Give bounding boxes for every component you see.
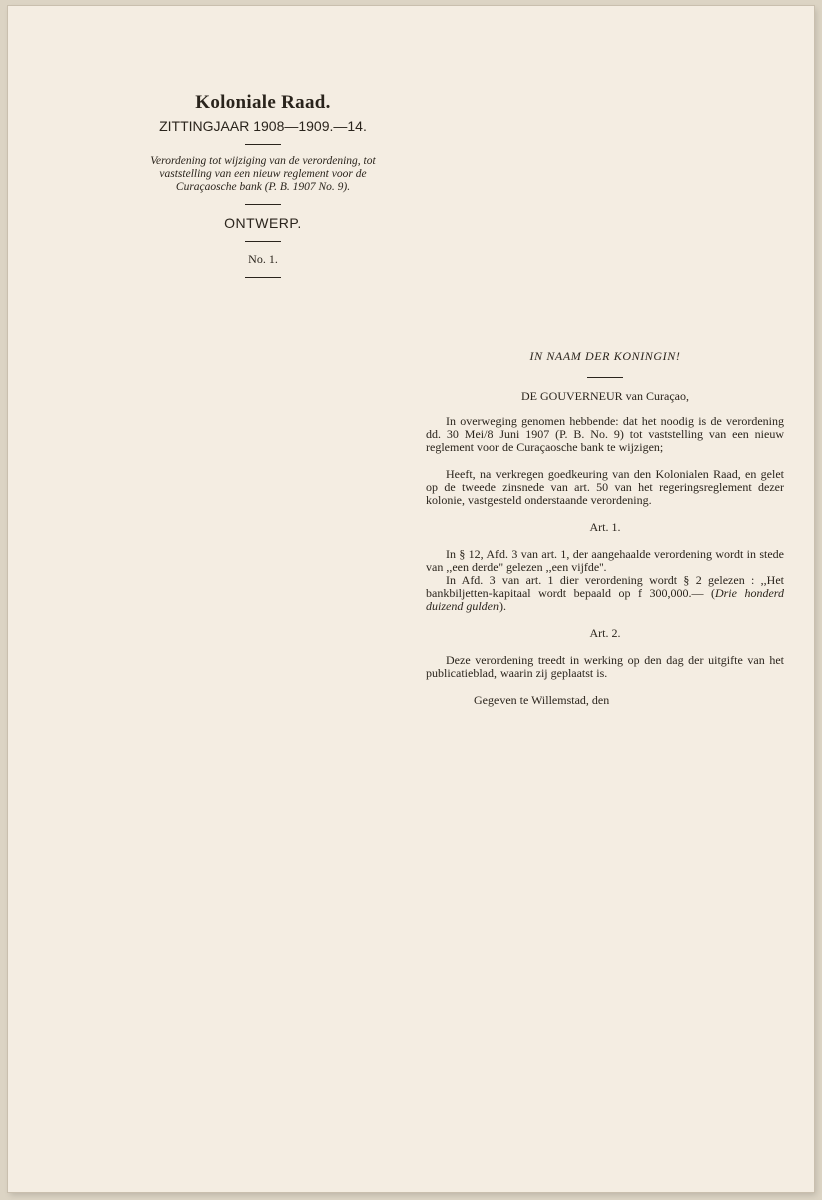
invocation: IN NAAM DER KONINGIN! <box>529 349 681 363</box>
divider <box>587 377 623 378</box>
document-title: Koloniale Raad. <box>195 92 331 113</box>
closing-line: Gegeven te Willemstad, den <box>474 693 610 707</box>
article-2-heading: Art. 2. <box>589 626 621 640</box>
document-page <box>8 6 814 1192</box>
draft-label: ONTWERP. <box>224 215 302 231</box>
enactment-paragraph: Heeft, na verkregen goedkeuring van den Kolonialen Raad, en gelet op de tweede zinsnede van art. 50 van het regeringsreglement dezer kolonie, vastgesteld onderstaande verordening. <box>426 467 784 507</box>
article-1-heading: Art. 1. <box>589 520 621 534</box>
article-1-paragraph-2-end: ). <box>499 599 506 613</box>
article-2-paragraph: Deze verordening treedt in werking op den dag der uitgifte van het publicatieblad, waarin zij geplaatst is. <box>426 653 784 680</box>
divider <box>245 204 281 205</box>
article-1-paragraph-2 <box>426 574 784 613</box>
consideration-paragraph: In overweging genomen hebbende: dat het noodig is de verordening dd. 30 Mei/8 Juni 1907 (P. B. No. 9) tot vaststelling van een nieuw reglement voor de Curaçaosche bank te wijzigen; <box>426 414 784 454</box>
session-year: ZITTINGJAAR 1908—1909.—14. <box>159 118 367 134</box>
amount-in-words: Drie honderd duizend gulden <box>426 586 785 613</box>
ordinance-description: Verordening tot wijziging van de verordening, tot vaststelling van een nieuw reglement voor de Curaçaosche bank (P. B. 1907 No. 9). <box>150 155 376 193</box>
divider <box>245 144 281 145</box>
header-block <box>128 92 398 288</box>
article-1-paragraph-1: In § 12, Afd. 3 van art. 1, der aangehaalde verordening wordt in stede van ,,een derde'' gelezen ,,een vijfde''. <box>426 547 784 574</box>
divider <box>245 241 281 242</box>
document-number: No. 1. <box>248 252 278 266</box>
article-1-paragraph-2-text: In Afd. 3 van art. 1 dier verordening wordt § 2 gelezen : ,,Het bankbiljetten-kapitaal wordt bepaald op f 300,000.— ( <box>426 573 784 600</box>
ordinance-text <box>426 350 784 707</box>
governor-line: DE GOUVERNEUR van Curaçao, <box>521 389 689 403</box>
divider <box>245 277 281 278</box>
